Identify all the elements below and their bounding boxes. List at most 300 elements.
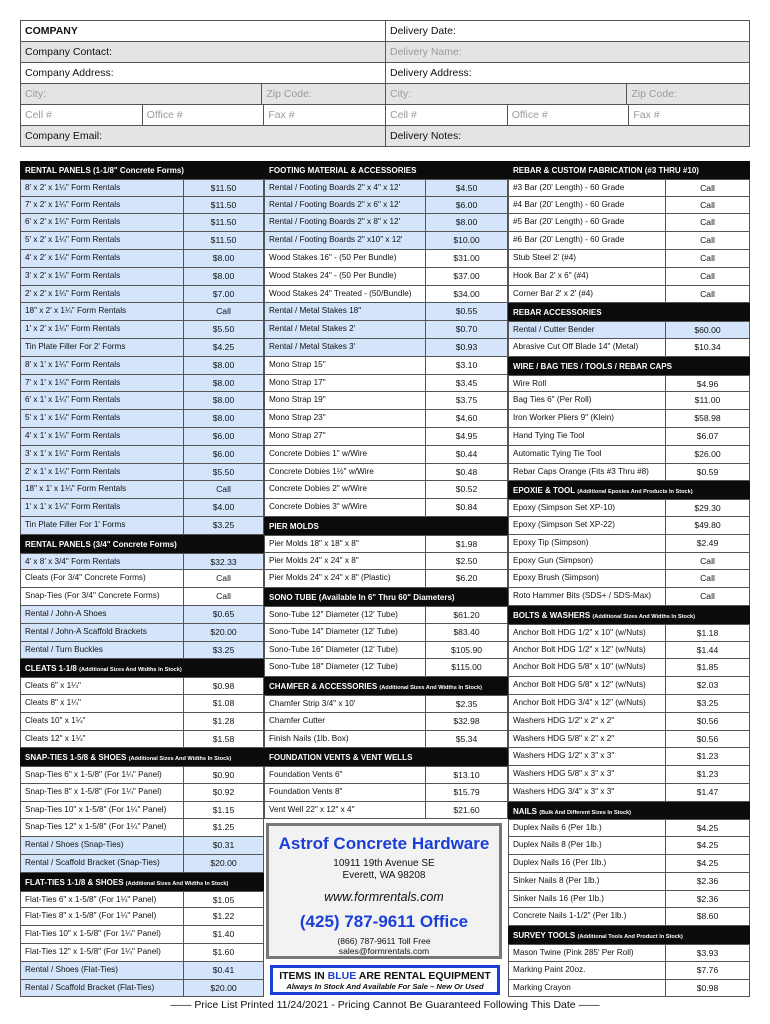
- city-field-right[interactable]: City:: [386, 84, 627, 104]
- item-price: $0.44: [455, 448, 478, 459]
- cell-field-right[interactable]: Cell #: [386, 105, 508, 125]
- price-row: [508, 766, 750, 784]
- price-row: [20, 446, 264, 464]
- section-header: [508, 161, 750, 179]
- item-name: Snap-Ties 6" x 1-5/8" (For 1¼" Panel): [21, 767, 184, 783]
- section-header: [20, 873, 264, 891]
- price-row: [508, 179, 750, 197]
- item-name: Pier Molds 24" x 24" x 8": [265, 553, 426, 570]
- section-subtitle: (Additional Sizes And Widths In Stock): [125, 880, 229, 887]
- item-name: Rental / John-A Shoes: [21, 606, 184, 623]
- item-name: Anchor Bolt HDG 1/2" x 12" (w/Nuts): [509, 642, 666, 659]
- item-name: #4 Bar (20' Length) - 60 Grade: [509, 197, 666, 214]
- price-row: [508, 375, 750, 393]
- item-name: Washers HDG 5/8" x 2" x 2": [509, 731, 666, 748]
- price-row: [20, 286, 264, 304]
- item-name: Wire Roll: [509, 376, 666, 392]
- item-price: $10.00: [426, 232, 507, 249]
- item-name: Sinker Nails 16 (Per 1lb.): [509, 891, 666, 908]
- item-price: $8.00: [184, 357, 263, 374]
- item-name: Marking Crayon: [509, 980, 666, 997]
- item-price: $60.00: [666, 322, 749, 338]
- item-price: $26.00: [694, 448, 721, 459]
- item-price: $58.98: [694, 413, 721, 424]
- item-price: $0.65: [184, 606, 263, 623]
- item-name: Sono-Tube 12" Diameter (12' Tube): [265, 607, 426, 623]
- item-price: $31.00: [453, 252, 480, 263]
- item-price: Call: [216, 573, 231, 584]
- item-name: Hand Tying Tie Tool: [509, 428, 666, 445]
- item-name: Marking Paint 20oz.: [509, 962, 666, 979]
- price-row: [508, 944, 750, 962]
- item-name: Sono-Tube 18" Diameter (12' Tube): [265, 659, 426, 676]
- price-row: [508, 677, 750, 695]
- item-price: $0.59: [696, 466, 719, 477]
- item-price: $4.00: [184, 499, 263, 516]
- item-name: #6 Bar (20' Length) - 60 Grade: [509, 232, 666, 249]
- item-name: Cleats (For 3/4" Concrete Forms): [21, 570, 184, 587]
- item-name: Snap-Ties 8" x 1-5/8" (For 1¼" Panel): [21, 784, 184, 801]
- section-header: [20, 748, 264, 766]
- price-row: [20, 766, 264, 784]
- item-price: Call: [184, 481, 263, 498]
- item-name: Wood Stakes 24" - (50 Per Bundle): [265, 268, 426, 285]
- section-header: [20, 535, 264, 553]
- delivery-name-field[interactable]: Delivery Name:: [390, 46, 462, 58]
- rental-notice-sub: Always In Stock And Available For Sale – New Or Used: [286, 982, 484, 992]
- item-name: Duplex Nails 6 (Per 1lb.): [509, 820, 666, 836]
- delivery-address-field[interactable]: Delivery Address:: [390, 67, 472, 79]
- price-row: [508, 499, 750, 517]
- city-field-left[interactable]: City:: [21, 84, 262, 104]
- price-row: [508, 642, 750, 660]
- price-row: [264, 766, 508, 784]
- item-name: Washers HDG 3/4" x 3" x 3": [509, 784, 666, 801]
- fax-field-right[interactable]: Fax #: [633, 109, 660, 121]
- item-name: Wood Stakes 16" - (50 Per Bundle): [265, 250, 426, 267]
- item-price: $6.00: [184, 446, 263, 463]
- item-price: $2.36: [696, 893, 719, 904]
- item-name: 4' x 8' x 3/4" Form Rentals: [21, 554, 184, 570]
- item-price: $8.60: [696, 911, 719, 922]
- price-row: [20, 891, 264, 909]
- zip-field-left[interactable]: Zip Code:: [262, 84, 386, 104]
- item-name: 2' x 2' x 1¼" Form Rentals: [21, 286, 184, 303]
- item-name: Foundation Vents 6": [265, 767, 426, 783]
- item-price: $6.20: [455, 573, 478, 584]
- item-name: 7' x 1' x 1¼" Form Rentals: [21, 375, 184, 392]
- price-row: [508, 980, 750, 998]
- fax-field-left[interactable]: Fax #: [264, 105, 386, 125]
- item-price: $5.34: [455, 733, 478, 744]
- item-price: $1.47: [696, 786, 719, 797]
- item-price: $7.76: [696, 964, 719, 975]
- item-name: Washers HDG 5/8" x 3" x 3": [509, 766, 666, 783]
- item-name: Pier Molds 18" x 18" x 8": [265, 536, 426, 552]
- price-row: [264, 695, 508, 713]
- item-price: $1.08: [212, 697, 235, 708]
- item-name: Wood Stakes 24" Treated - (50/Bundle): [265, 286, 426, 303]
- section-subtitle: (Additional Sizes And Widths In Stock): [592, 613, 696, 620]
- item-price: $8.00: [184, 268, 263, 285]
- item-name: Rental / Metal Stakes 18": [265, 303, 426, 320]
- section-header: [264, 588, 508, 606]
- item-name: Concrete Dobies 2" w/Wire: [265, 481, 426, 498]
- price-row: [508, 268, 750, 286]
- price-row: [20, 339, 264, 357]
- section-header: [20, 161, 264, 179]
- item-name: 4' x 1' x 1¼" Form Rentals: [21, 428, 184, 445]
- item-name: Rental / Metal Stakes 2': [265, 321, 426, 338]
- item-price: $0.98: [212, 681, 235, 692]
- item-price: $11.50: [184, 197, 263, 214]
- item-price: Call: [700, 555, 715, 566]
- price-row: [20, 392, 264, 410]
- price-row: [508, 517, 750, 535]
- section-title: FOUNDATION VENTS & VENT WELLS: [269, 753, 413, 763]
- item-name: Stub Steel 2' (#4): [509, 250, 666, 267]
- item-price: $32.98: [453, 715, 480, 726]
- price-row: [508, 748, 750, 766]
- price-row: [508, 535, 750, 553]
- item-name: Corner Bar 2' x 2' (#4): [509, 286, 666, 303]
- item-name: Cleats 12" x 1¼": [21, 731, 184, 748]
- company-contact-field[interactable]: Company Contact:: [21, 42, 386, 62]
- price-row: [20, 410, 264, 428]
- section-header: [508, 357, 750, 375]
- price-row: [264, 570, 508, 588]
- section-title: FOOTING MATERIAL & ACCESSORIES: [269, 166, 417, 175]
- price-row: [264, 481, 508, 499]
- item-name: Anchor Bolt HDG 5/8" x 10" (w/Nuts): [509, 659, 666, 676]
- item-price: $6.00: [184, 428, 263, 445]
- item-name: Concrete Dobies 1½" w/Wire: [265, 464, 426, 481]
- item-price: $13.10: [453, 770, 480, 781]
- section-title: CLEATS 1-1/8: [25, 664, 77, 674]
- price-row: [20, 731, 264, 749]
- item-price: $2.49: [696, 537, 719, 548]
- price-row: [264, 446, 508, 464]
- item-name: Chamfer Strip 3/4" x 10': [265, 696, 426, 712]
- item-name: Concrete Nails 1-1/2" (Per 1lb.): [509, 908, 666, 925]
- item-price: $2.36: [696, 875, 719, 886]
- company-info-box: [266, 823, 502, 959]
- item-price: Call: [700, 591, 715, 602]
- price-row: [264, 268, 508, 286]
- office-field-left[interactable]: Office #: [143, 105, 265, 125]
- price-row: [20, 232, 264, 250]
- item-name: 4' x 2' x 1¼" Form Rentals: [21, 250, 184, 267]
- item-price: $0.84: [455, 502, 478, 513]
- item-name: Mono Strap 15": [265, 357, 426, 374]
- item-price: $2.35: [455, 698, 478, 709]
- item-price: $6.07: [696, 430, 719, 441]
- section-title: BOLTS & WASHERS: [513, 610, 591, 620]
- item-price: $11.50: [184, 214, 263, 231]
- price-column-3: [508, 161, 750, 997]
- item-price: $2.03: [696, 680, 719, 691]
- price-row: [508, 731, 750, 749]
- item-price: $83.40: [453, 626, 480, 637]
- price-row: [264, 659, 508, 677]
- price-row: [264, 232, 508, 250]
- item-price: Call: [700, 288, 715, 299]
- item-name: Anchor Bolt HDG 1/2" x 10" (w/Nuts): [509, 625, 666, 641]
- item-name: Epoxy (Simpson Set XP-22): [509, 517, 666, 534]
- price-row: [508, 321, 750, 339]
- item-price: $3.25: [696, 697, 719, 708]
- item-name: 6' x 2' x 1¼" Form Rentals: [21, 214, 184, 231]
- item-name: Cleats 10" x 1¼": [21, 713, 184, 730]
- item-price: $0.70: [426, 321, 507, 338]
- delivery-notes-field[interactable]: Delivery Notes:: [390, 130, 462, 142]
- section-header: [20, 659, 264, 677]
- item-name: 3' x 1' x 1¼" Form Rentals: [21, 446, 184, 463]
- price-row: [508, 908, 750, 926]
- item-price: $3.25: [184, 517, 263, 534]
- item-name: Vent Well 22" x 12" x 4": [265, 802, 426, 819]
- price-row: [508, 197, 750, 215]
- item-name: Rental / Turn Buckles: [21, 642, 184, 659]
- rental-notice-title: [273, 970, 497, 982]
- price-row: [264, 321, 508, 339]
- item-name: Rental / Footing Boards 2" x10" x 12': [265, 232, 426, 249]
- item-name: Flat-Ties 10" x 1-5/8" (For 1¼" Panel): [21, 926, 184, 943]
- item-price: Call: [700, 199, 715, 210]
- item-name: Flat-Ties 6" x 1-5/8" (For 1¼" Panel): [21, 892, 184, 908]
- price-row: [508, 250, 750, 268]
- section-title: CHAMFER & ACCESSORIES: [269, 682, 378, 692]
- item-price: Call: [700, 252, 715, 263]
- price-row: [264, 339, 508, 357]
- office-field-right[interactable]: Office #: [508, 105, 630, 125]
- item-name: 18" x 2' x 1¼" Form Rentals: [21, 303, 184, 320]
- item-name: Bag Ties 6" (Per Roll): [509, 392, 666, 409]
- price-row: [20, 908, 264, 926]
- item-name: Snap-Ties 12" x 1-5/8" (For 1¼" Panel): [21, 819, 184, 836]
- price-row: [20, 624, 264, 642]
- section-title: REBAR ACCESSORIES: [513, 308, 602, 318]
- item-name: Chamfer Cutter: [265, 713, 426, 730]
- order-form: [20, 20, 750, 997]
- price-column-2: [264, 161, 508, 819]
- price-row: [20, 428, 264, 446]
- item-price: $2.50: [455, 555, 478, 566]
- item-name: Iron Worker Pliers 9" (Klein): [509, 410, 666, 427]
- item-name: Foundation Vents 8": [265, 784, 426, 801]
- price-row: [264, 428, 508, 446]
- item-price: $4.25: [696, 840, 719, 851]
- price-row: [264, 535, 508, 553]
- notice-post: ARE RENTAL EQUIPMENT: [356, 970, 491, 983]
- item-name: Rental / Footing Boards 2" x 4" x 12': [265, 180, 426, 196]
- item-name: Mason Twine (Pink 285' Per Roll): [509, 945, 666, 961]
- item-name: Duplex Nails 8 (Per 1lb.): [509, 837, 666, 854]
- item-price: $1.15: [212, 804, 235, 815]
- notice-blue: BLUE: [327, 970, 357, 983]
- item-price: Call: [184, 303, 263, 320]
- item-price: $34.00: [453, 288, 480, 299]
- section-subtitle: (Bulk And Different Sizes In Stock): [539, 809, 632, 816]
- price-row: [20, 962, 264, 980]
- item-name: 18" x 1' x 1¼" Form Rentals: [21, 481, 184, 498]
- item-price: $20.00: [184, 624, 263, 641]
- company-field[interactable]: COMPANY: [21, 21, 386, 41]
- company-email-field[interactable]: Company Email:: [21, 126, 386, 146]
- item-name: Snap-Ties 10" x 1-5/8" (For 1¼" Panel): [21, 802, 184, 819]
- price-row: [20, 214, 264, 232]
- item-price: $1.85: [696, 662, 719, 673]
- item-name: Roto Hammer Bits (SDS+ / SDS-Max): [509, 588, 666, 605]
- item-name: Mono Strap 23": [265, 410, 426, 427]
- item-name: 8' x 2' x 1¼" Form Rentals: [21, 180, 184, 196]
- item-name: Rental / Metal Stakes 3': [265, 339, 426, 356]
- price-row: [20, 837, 264, 855]
- item-price: $4.25: [184, 339, 263, 356]
- item-name: Finish Nails (1lb. Box): [265, 731, 426, 748]
- item-price: $4.60: [455, 413, 478, 424]
- price-row: [20, 499, 264, 517]
- price-row: [264, 553, 508, 571]
- price-row: [264, 250, 508, 268]
- item-price: $1.58: [212, 733, 235, 744]
- item-price: $5.50: [184, 464, 263, 481]
- item-name: 5' x 2' x 1¼" Form Rentals: [21, 232, 184, 249]
- price-row: [508, 713, 750, 731]
- delivery-date-field[interactable]: Delivery Date:: [390, 25, 456, 37]
- item-name: Epoxy Gun (Simpson): [509, 553, 666, 570]
- item-name: Hook Bar 2' x 6" (#4): [509, 268, 666, 285]
- price-row: [508, 464, 750, 482]
- section-header: [508, 802, 750, 820]
- section-header: [508, 926, 750, 944]
- item-name: Washers HDG 1/2" x 3" x 3": [509, 748, 666, 765]
- item-name: Abrasive Cut Off Blade 14" (Metal): [509, 339, 666, 356]
- company-website[interactable]: www.formrentals.com: [324, 890, 444, 905]
- item-name: 6' x 1' x 1¼" Form Rentals: [21, 392, 184, 409]
- price-row: [264, 214, 508, 232]
- company-address-field[interactable]: Company Address:: [21, 63, 386, 83]
- price-row: [508, 695, 750, 713]
- item-name: Mono Strap 19": [265, 392, 426, 409]
- item-name: Concrete Dobies 3" w/Wire: [265, 499, 426, 516]
- price-row: [264, 179, 508, 197]
- section-header: [264, 517, 508, 535]
- price-row: [508, 659, 750, 677]
- price-row: [264, 802, 508, 820]
- section-subtitle: (Additional Epoxies And Products In Stock): [577, 489, 693, 496]
- price-row: [264, 357, 508, 375]
- item-price: $32.33: [184, 554, 263, 570]
- price-row: [264, 303, 508, 321]
- price-row: [508, 214, 750, 232]
- price-row: [264, 464, 508, 482]
- order-header-form: [20, 20, 750, 147]
- item-price: $8.00: [184, 392, 263, 409]
- price-row: [508, 339, 750, 357]
- item-name: #3 Bar (20' Length) - 60 Grade: [509, 180, 666, 196]
- item-price: $1.23: [696, 751, 719, 762]
- item-price: $1.28: [212, 715, 235, 726]
- item-price: $4.95: [455, 430, 478, 441]
- section-title: REBAR & CUSTOM FABRICATION (#3 THRU #10): [513, 166, 699, 175]
- company-address-line1: 10911 19th Avenue SE: [333, 858, 435, 870]
- item-name: Washers HDG 1/2" x 2" x 2": [509, 713, 666, 730]
- price-row: [508, 446, 750, 464]
- price-row: [20, 784, 264, 802]
- price-row: [20, 553, 264, 571]
- price-row: [264, 642, 508, 660]
- company-email[interactable]: sales@formrentals.com: [338, 946, 430, 957]
- item-name: Rental / Shoes (Snap-Ties): [21, 837, 184, 854]
- item-price: $4.50: [426, 180, 507, 196]
- item-price: $15.79: [453, 786, 480, 797]
- zip-field-right[interactable]: Zip Code:: [631, 88, 677, 100]
- item-price: $1.05: [212, 894, 235, 905]
- price-row: [508, 624, 750, 642]
- price-row: [20, 944, 264, 962]
- price-row: [20, 481, 264, 499]
- section-title: WIRE / BAG TIES / TOOLS / REBAR CAPS: [513, 361, 672, 371]
- section-title: EPOXIE & TOOL: [513, 486, 575, 496]
- item-price: $37.00: [453, 270, 480, 281]
- item-name: Concrete Dobies 1" w/Wire: [265, 446, 426, 463]
- item-name: Rental / Shoes (Flat-Ties): [21, 962, 184, 979]
- price-row: [264, 713, 508, 731]
- price-row: [20, 819, 264, 837]
- price-row: [20, 677, 264, 695]
- item-name: Rental / Scaffold Bracket (Snap-Ties): [21, 855, 184, 872]
- item-price: $0.56: [696, 733, 719, 744]
- item-price: Call: [700, 235, 715, 246]
- item-name: Rental / Scaffold Bracket (Flat-Ties): [21, 980, 184, 997]
- item-name: Mono Strap 17": [265, 375, 426, 392]
- price-row: [508, 286, 750, 304]
- item-price: $10.34: [694, 341, 721, 352]
- item-price: $3.45: [455, 377, 478, 388]
- item-price: $4.25: [696, 823, 719, 834]
- price-row: [508, 553, 750, 571]
- item-price: $0.93: [426, 339, 507, 356]
- price-row: [508, 588, 750, 606]
- item-name: Tin Plate Filler For 1' Forms: [21, 517, 184, 534]
- price-row: [20, 926, 264, 944]
- item-price: $61.20: [453, 609, 480, 620]
- price-row: [508, 232, 750, 250]
- price-row: [20, 980, 264, 998]
- price-row: [20, 464, 264, 482]
- item-price: $6.00: [426, 197, 507, 214]
- item-price: $49.80: [694, 519, 721, 530]
- item-price: $1.23: [696, 769, 719, 780]
- company-name: Astrof Concrete Hardware: [278, 834, 490, 854]
- section-header: [264, 677, 508, 695]
- item-price: $21.60: [453, 804, 480, 815]
- section-header: [508, 481, 750, 499]
- price-row: [264, 375, 508, 393]
- price-row: [20, 570, 264, 588]
- price-row: [20, 802, 264, 820]
- section-title: RENTAL PANELS (1-1/8" Concrete Forms): [25, 166, 184, 175]
- item-price: $0.56: [696, 715, 719, 726]
- item-price: $0.55: [426, 303, 507, 320]
- section-subtitle: (Additional Tools And Product In Stock): [577, 934, 683, 941]
- price-row: [508, 873, 750, 891]
- item-price: $11.50: [184, 180, 263, 196]
- price-row: [264, 286, 508, 304]
- cell-field-left[interactable]: Cell #: [21, 105, 143, 125]
- item-price: $8.00: [184, 250, 263, 267]
